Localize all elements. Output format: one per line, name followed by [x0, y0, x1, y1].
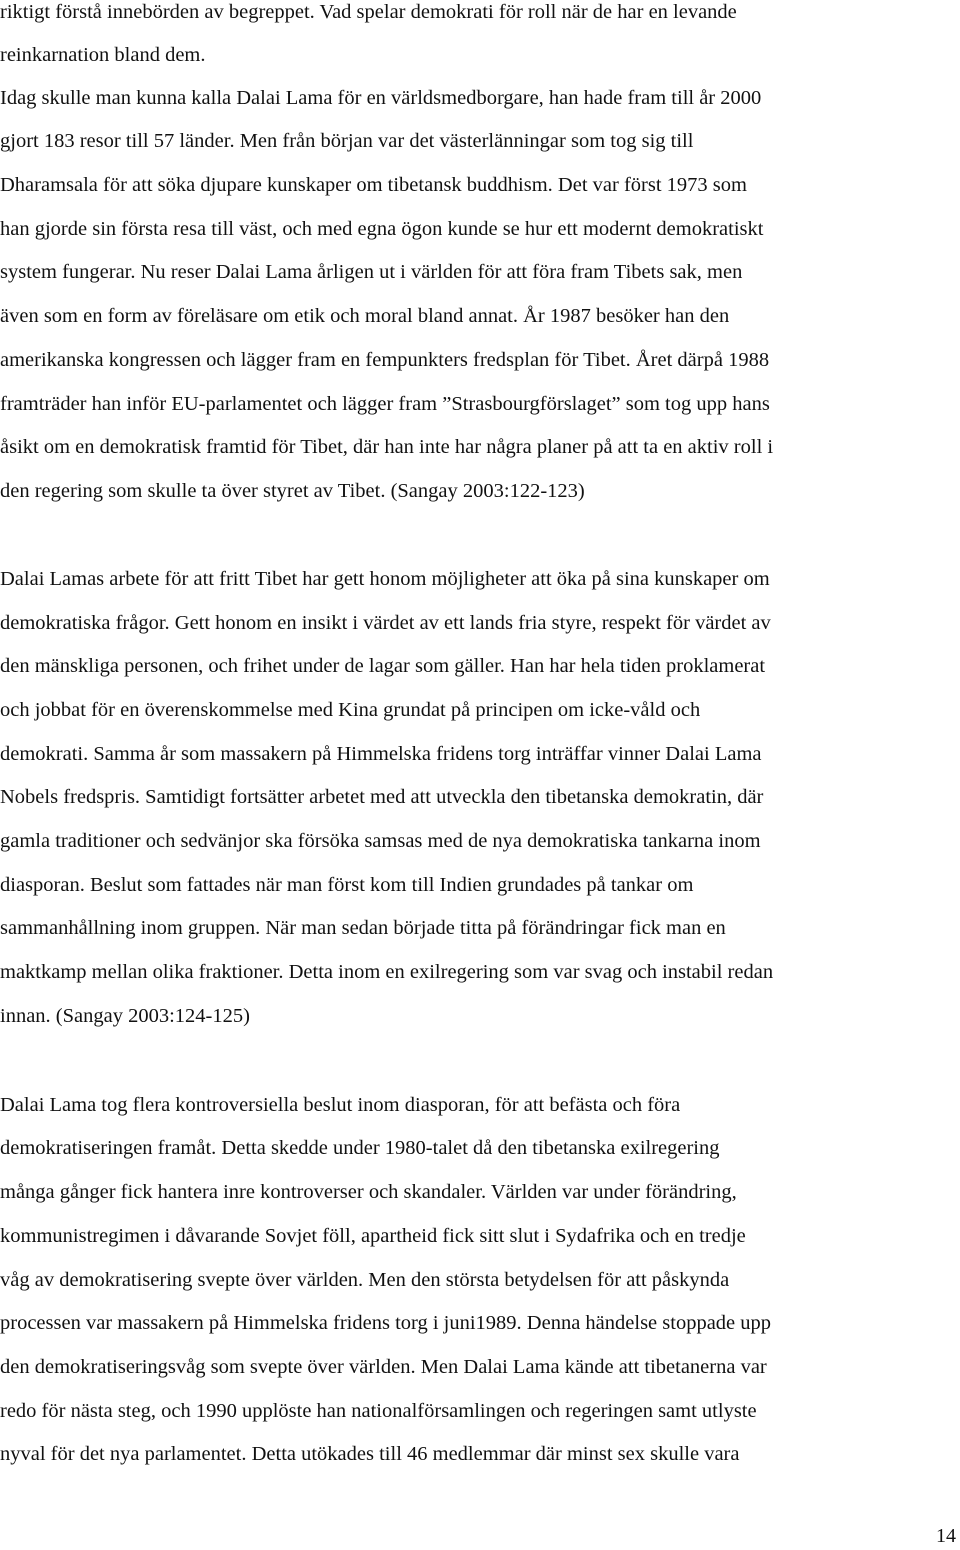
text-line: redo för nästa steg, och 1990 upplöste han nationalförsamlingen och regeringen samt utlyste	[0, 1400, 757, 1422]
text-line: demokratiseringen framåt. Detta skedde under 1980-talet då den tibetanska exilregering	[0, 1137, 720, 1159]
text-line: framträder han inför EU-parlamentet och lägger fram ”Strasbourgförslaget” som tog upp hans	[0, 393, 770, 415]
text-line: och jobbat för en överenskommelse med Kina grundat på principen om icke-våld och	[0, 699, 701, 721]
text-line: gjort 183 resor till 57 länder. Men från början var det västerlänningar som tog sig till	[0, 130, 694, 152]
text-line: åsikt om en demokratisk framtid för Tibet, där han inte har några planer på att ta en aktiv roll i	[0, 436, 774, 458]
text-line: Idag skulle man kunna kalla Dalai Lama för en världsmedborgare, han hade fram till år 2000	[0, 87, 762, 109]
text-line: reinkarnation bland dem.	[0, 44, 206, 66]
text-line: demokrati. Samma år som massakern på Himmelska fridens torg inträffar vinner Dalai Lama	[0, 743, 762, 765]
text-line: den regering som skulle ta över styret av Tibet. (Sangay 2003:122-123)	[0, 480, 585, 502]
text-line: innan. (Sangay 2003:124-125)	[0, 1005, 250, 1027]
text-line: våg av demokratisering svepte över världen. Men den största betydelsen för att påskynda	[0, 1269, 730, 1291]
text-line: Dalai Lama tog flera kontroversiella beslut inom diasporan, för att befästa och föra	[0, 1094, 681, 1116]
text-line: maktkamp mellan olika fraktioner. Detta inom en exilregering som var svag och instabil redan	[0, 961, 774, 983]
text-line: Dharamsala för att söka djupare kunskaper om tibetansk buddhism. Det var först 1973 som	[0, 174, 747, 196]
text-line: gamla traditioner och sedvänjor ska försöka samsas med de nya demokratiska tankarna inom	[0, 830, 761, 852]
text-line: amerikanska kongressen och lägger fram en fempunkters fredsplan för Tibet. Året därpå 1988	[0, 349, 770, 371]
text-line: riktigt förstå innebörden av begreppet. Vad spelar demokrati för roll när de har en levande	[0, 1, 737, 23]
text-line: den demokratiseringsvåg som svepte över världen. Men Dalai Lama kände att tibetanerna var	[0, 1356, 767, 1378]
text-line: han gjorde sin första resa till väst, och med egna ögon kunde se hur ett modernt demokratiskt	[0, 218, 764, 240]
text-line: den mänskliga personen, och frihet under de lagar som gäller. Han har hela tiden proklamerat	[0, 655, 766, 677]
text-line: även som en form av föreläsare om etik och moral bland annat. År 1987 besöker han den	[0, 305, 730, 327]
page-number: 14	[936, 1525, 956, 1547]
text-line: sammanhållning inom gruppen. När man sedan började titta på förändringar fick man en	[0, 917, 726, 939]
text-line: många gånger fick hantera inre kontroverser och skandaler. Världen var under förändring,	[0, 1181, 737, 1203]
text-line: nyval för det nya parlamentet. Detta utökades till 46 medlemmar där minst sex skulle vara	[0, 1443, 740, 1465]
text-line: Nobels fredspris. Samtidigt fortsätter arbetet med att utveckla den tibetanska demokratin, där	[0, 786, 764, 808]
text-line: demokratiska frågor. Gett honom en insikt i värdet av ett lands fria styre, respekt för värdet av	[0, 612, 771, 634]
text-line: diasporan. Beslut som fattades när man först kom till Indien grundades på tankar om	[0, 874, 694, 896]
text-line: processen var massakern på Himmelska fridens torg i juni1989. Denna händelse stoppade upp	[0, 1312, 772, 1334]
text-line: system fungerar. Nu reser Dalai Lama årligen ut i världen för att föra fram Tibets sak, men	[0, 261, 743, 283]
text-line: Dalai Lamas arbete för att fritt Tibet har gett honom möjligheter att öka på sina kunskaper om	[0, 568, 770, 590]
text-line: kommunistregimen i dåvarande Sovjet föll, apartheid fick sitt slut i Sydafrika och en tredje	[0, 1225, 746, 1247]
